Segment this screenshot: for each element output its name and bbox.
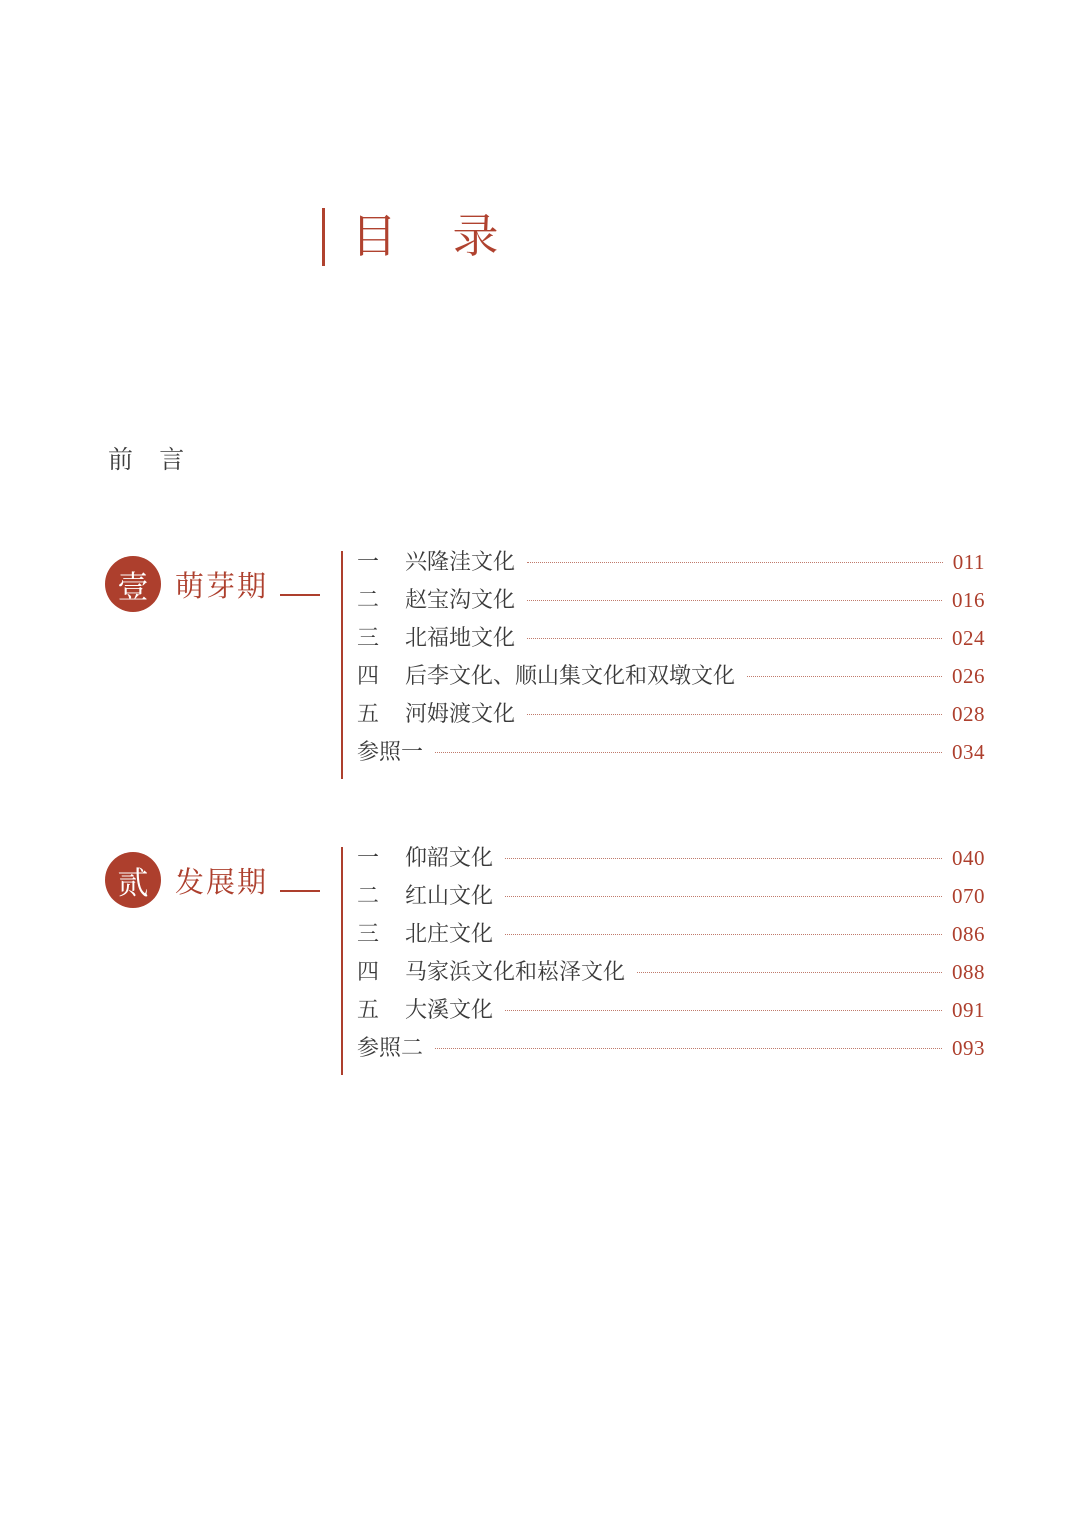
entry-number: 一: [357, 845, 380, 870]
entry-number: 三: [357, 625, 380, 650]
toc-entry[interactable]: [349, 621, 985, 659]
entry-title: 北庄文化: [405, 921, 494, 946]
entry-title: 北福地文化: [405, 625, 516, 650]
entry-page-number: 028: [952, 702, 985, 726]
section-1-badge: 壹: [105, 556, 161, 612]
entry-page-number: 011: [952, 550, 985, 574]
entry-leader-dots: [505, 858, 942, 859]
toc-entry[interactable]: [349, 955, 985, 993]
entry-number: 二: [357, 883, 380, 908]
entry-leader-dots: [527, 638, 942, 639]
section-2-badge: 贰: [105, 852, 161, 908]
entry-leader-dots: [505, 1010, 942, 1011]
section-1-rule: [280, 594, 320, 596]
entry-number: 三: [357, 921, 380, 946]
toc-entry-reference[interactable]: [349, 735, 985, 773]
entry-leader-dots: [505, 896, 942, 897]
entry-leader-dots: [435, 1048, 942, 1049]
section-2-entries: [349, 841, 985, 1069]
entry-leader-dots: [747, 676, 942, 677]
entry-number: 参照一: [357, 739, 424, 764]
preface-entry[interactable]: [108, 440, 194, 476]
entry-page-number: 040: [952, 846, 985, 870]
entry-page-number: 070: [952, 884, 985, 908]
entry-leader-dots: [527, 714, 942, 715]
entry-leader-dots: [637, 972, 942, 973]
entry-page-number: 093: [952, 1036, 985, 1060]
entry-number: 二: [357, 587, 380, 612]
title-accent-bar: [322, 208, 325, 266]
section-1-heading[interactable]: [105, 556, 320, 612]
entry-title: 河姆渡文化: [405, 701, 516, 726]
section-2-heading[interactable]: [105, 852, 320, 908]
section-1-entries: [349, 545, 985, 773]
entry-page-number: 091: [952, 998, 985, 1022]
entry-number: 四: [357, 663, 380, 688]
page-title: [322, 208, 521, 266]
entry-title: 赵宝沟文化: [405, 587, 516, 612]
preface-label: 前 言: [108, 447, 195, 474]
entry-title: 兴隆洼文化: [405, 549, 516, 574]
toc-entry[interactable]: [349, 545, 985, 583]
entry-title: 马家浜文化和崧泽文化: [405, 959, 626, 984]
entry-page-number: 088: [952, 960, 985, 984]
entry-page-number: 034: [952, 740, 985, 764]
section-1-divider: [341, 551, 343, 779]
entry-leader-dots: [505, 934, 942, 935]
entry-number: 参照二: [357, 1035, 424, 1060]
toc-entry[interactable]: [349, 879, 985, 917]
section-2-rule: [280, 890, 320, 892]
toc-entry[interactable]: [349, 993, 985, 1031]
toc-entry-reference[interactable]: [349, 1031, 985, 1069]
toc-entry[interactable]: [349, 917, 985, 955]
section-1-name: 萌芽期: [175, 570, 269, 603]
toc-entry[interactable]: [349, 659, 985, 697]
entry-leader-dots: [527, 562, 943, 563]
entry-title: 仰韶文化: [405, 845, 494, 870]
entry-number: 五: [357, 701, 380, 726]
title-text: 目 录: [351, 211, 521, 262]
section-2-divider: [341, 847, 343, 1075]
entry-leader-dots: [527, 600, 942, 601]
entry-title: 红山文化: [405, 883, 494, 908]
toc-entry[interactable]: [349, 841, 985, 879]
entry-leader-dots: [435, 752, 942, 753]
entry-title: 后李文化、顺山集文化和双墩文化: [405, 663, 736, 688]
entry-number: 一: [357, 549, 380, 574]
entry-page-number: 086: [952, 922, 985, 946]
entry-number: 五: [357, 997, 380, 1022]
entry-title: 大溪文化: [405, 997, 494, 1022]
entry-number: 四: [357, 959, 380, 984]
entry-page-number: 016: [952, 588, 985, 612]
entry-page-number: 024: [952, 626, 985, 650]
toc-entry[interactable]: [349, 583, 985, 621]
entry-page-number: 026: [952, 664, 985, 688]
toc-entry[interactable]: [349, 697, 985, 735]
section-2-name: 发展期: [175, 866, 269, 899]
